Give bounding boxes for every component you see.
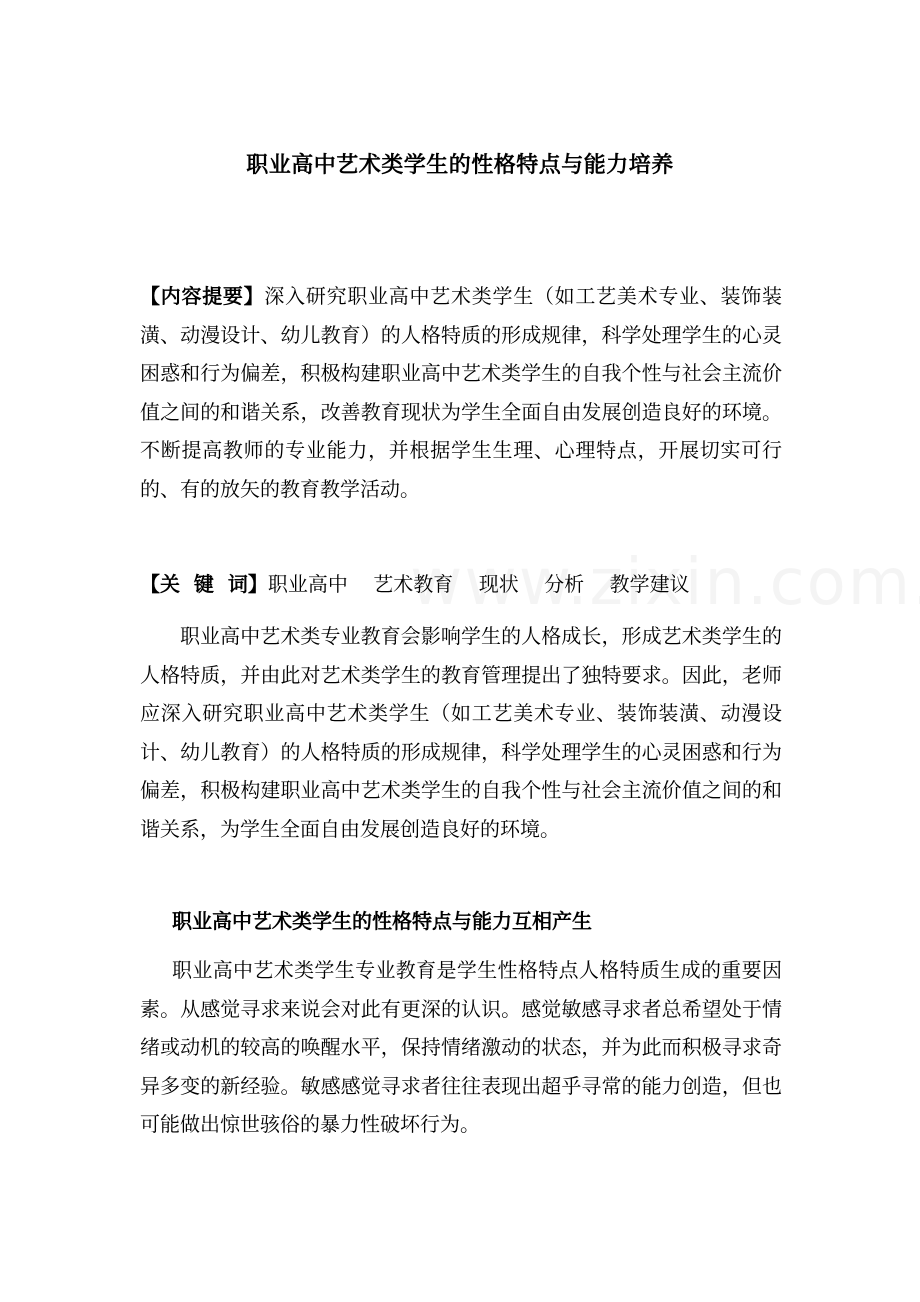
keywords-text: 职业高中 艺术教育 现状 分析 教学建议 — [267, 572, 690, 596]
abstract-text: 深入研究职业高中艺术类学生（如工艺美术专业、装饰装潢、动漫设计、幼儿教育）的人格特质的形成规律，科学处理学生的心灵困惑和行为偏差，积极构建职业高中艺术类学生的自我个性与社会主流价值之间的和谐关系，改善教育现状为学生全面自由发展创造良好的环境。不断提高教师的专业能力，并根据学生生理、心理特点，开展切实可行的、有的放矢的教育教学活动。 — [140, 284, 783, 501]
abstract-label: 【内容提要】 — [140, 284, 265, 308]
section-heading: 职业高中艺术类学生的性格特点与能力互相产生 — [172, 909, 592, 933]
keywords-line — [140, 565, 782, 604]
document-title: 职业高中艺术类学生的性格特点与能力培养 — [246, 153, 674, 178]
section-paragraph: 职业高中艺术类学生专业教育是学生性格特点人格特质生成的重要因素。从感觉寻求来说会对此有更深的认识。感觉敏感寻求者总希望处于情绪或动机的较高的唤醒水平，保持情绪激动的状态，并为此而积极寻求奇异多变的新经验。敏感感觉寻求者往往表现出超乎寻常的能力创造，但也可能做出惊世骇俗的暴力性破坏行为。 — [140, 958, 782, 1136]
keywords-label: 【关 键 词】 — [140, 572, 268, 596]
abstract-paragraph — [140, 277, 782, 508]
intro-paragraph: 职业高中艺术类专业教育会影响学生的人格成长，形成艺术类学生的人格特质，并由此对艺术类学生的教育管理提出了独特要求。因此，老师应深入研究职业高中艺术类学生（如工艺美术专业、装饰装潢、动漫设计、幼儿教育）的人格特质的形成规律，科学处理学生的心灵困惑和行为偏差，积极构建职业高中艺术类学生的自我个性与社会主流价值之间的和谐关系，为学生全面自由发展创造良好的环境。 — [140, 624, 782, 841]
